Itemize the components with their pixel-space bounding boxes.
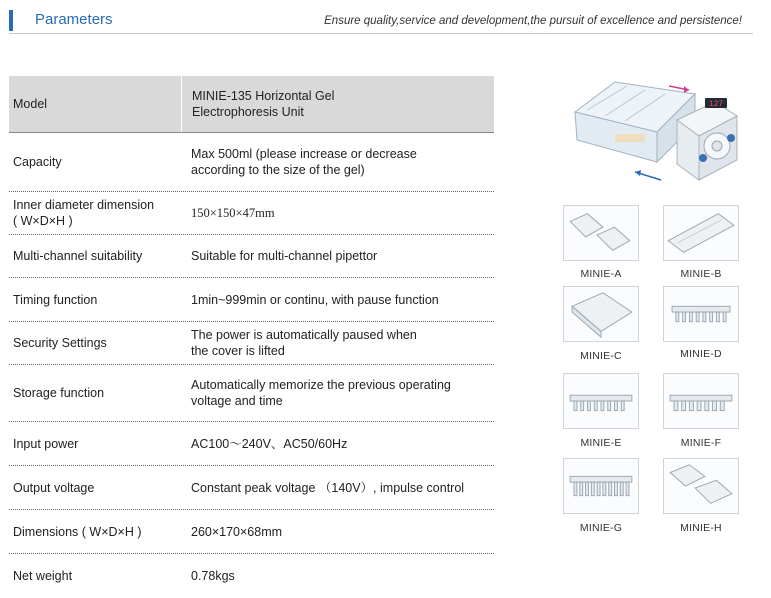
spec-row-timing [9,278,494,322]
spec-value: AC100～240V、AC50/60Hz [191,436,348,451]
spec-label: Output voltage [13,480,95,495]
spec-label: Timing function [13,292,98,307]
spec-row-model [9,76,494,133]
spec-value: 0.78kgs [191,569,235,583]
accessory-label: MINIE-A [580,268,622,280]
spec-value: Constant peak voltage （140V）, impulse control [191,480,465,495]
comb-icon [563,458,639,514]
accessory-label: MINIE-F [680,437,722,449]
page-header [0,0,771,40]
accessory-label: MINIE-D [680,348,722,360]
spec-row-storage [9,365,494,422]
spec-value: The power is automatically paused when the cover is lifted [191,328,417,358]
spec-row-security [9,322,494,365]
spec-label: Inner diameter dimension ( W×D×H ) [13,198,155,228]
header-divider [9,33,753,34]
spec-row-capacity [9,133,494,192]
gel-tray-icon [663,205,739,261]
slogan: Ensure quality,service and development,the pursuit of excellence and persistence! [324,15,742,27]
comb-icon [563,373,639,429]
spec-value: Automatically memorize the previous operating voltage and time [191,378,451,408]
spec-label: Security Settings [13,336,107,350]
spec-row-net-weight [9,554,494,598]
spec-label: Multi-channel suitability [13,249,143,263]
spec-value: 150×150×47mm [191,206,275,220]
spec-row-inner-dimension [9,192,494,235]
page-title: Parameters [35,11,113,28]
spec-value: MINIE-135 Horizontal Gel Electrophoresis Unit [192,89,335,119]
spec-label: Net weight [13,569,73,583]
accessory-label: MINIE-C [580,350,622,362]
gel-tray-large-icon [563,286,639,342]
comb-icon [663,373,739,429]
accessory-label: MINIE-B [680,268,722,280]
accessory-label: MINIE-H [680,522,722,534]
gel-tray-pair-icon [563,205,639,261]
header-accent-bar [9,10,13,31]
spec-value: Suitable for multi-channel pipettor [191,249,378,263]
accessory-label: MINIE-E [580,437,622,449]
spec-row-input-power [9,422,494,466]
spec-row-multichannel [9,235,494,278]
spec-label: Dimensions ( W×D×H ) [13,524,142,539]
comb-icon [663,286,739,342]
spec-label: Input power [13,436,79,451]
spec-value: Max 500ml (please increase or decrease according to the size of the gel) [191,147,417,177]
spec-label: Model [9,76,182,132]
spec-label: Capacity [13,155,62,169]
device-display: 127 [708,100,724,109]
accessory-label: MINIE-G [579,522,623,534]
spec-row-output-voltage [9,466,494,510]
gel-tray-pair-icon [663,458,739,514]
spec-label: Storage function [13,386,105,400]
product-image [565,72,745,190]
parameters-table [9,76,494,598]
spec-row-dimensions [9,510,494,554]
spec-value: 260×170×68mm [191,524,283,539]
spec-value: 1min~999min or continu, with pause function [191,292,439,307]
